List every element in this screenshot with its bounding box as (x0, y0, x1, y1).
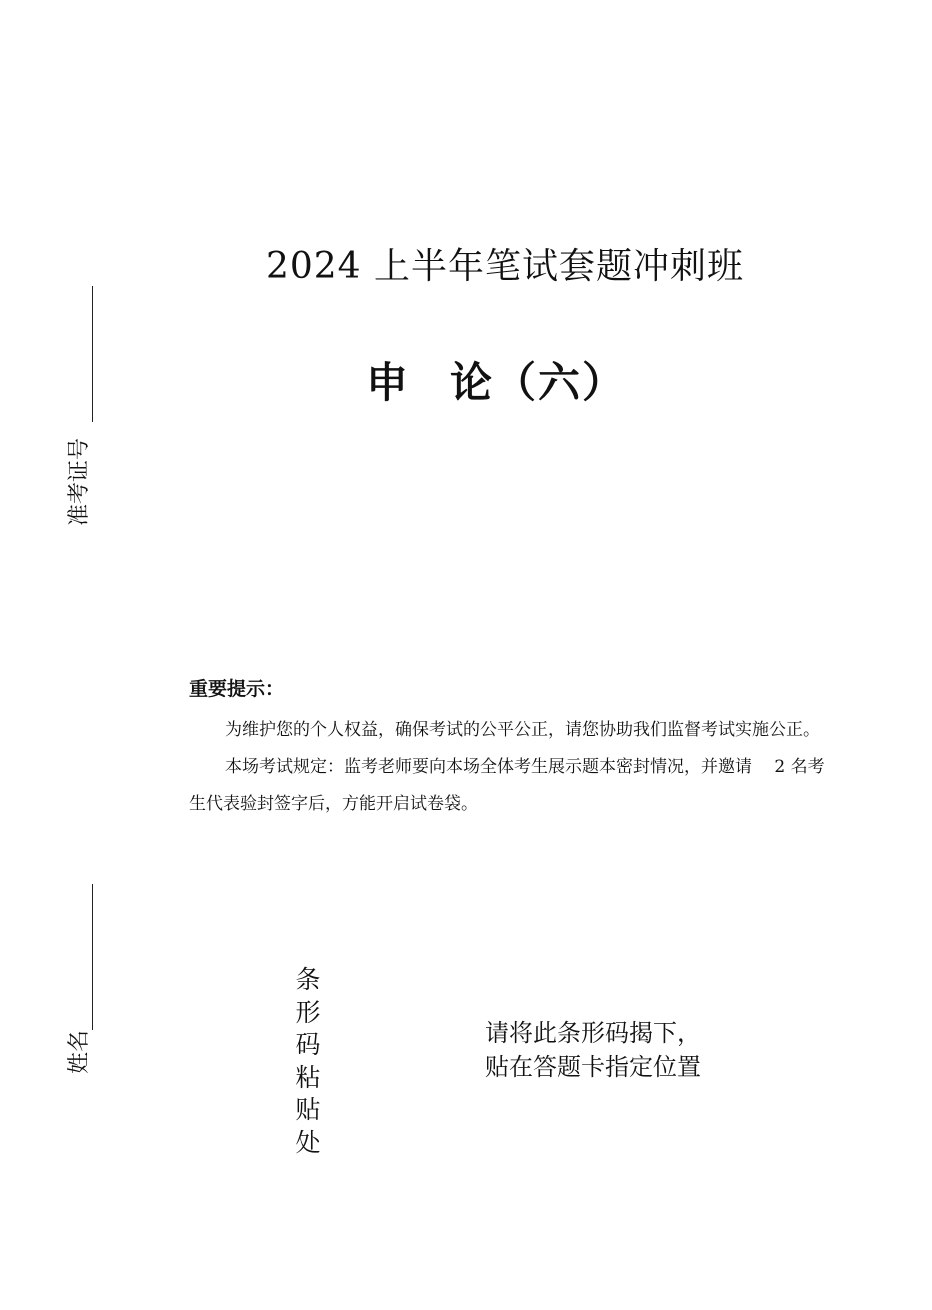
subject-title-part2: 论（六） (450, 358, 627, 407)
barcode-char: 贴 (295, 1095, 321, 1124)
barcode-char: 粘 (295, 1062, 321, 1092)
subject-title-part1: 申 (365, 358, 410, 407)
barcode-char: 形 (295, 997, 321, 1027)
barcode-placeholder (294, 964, 322, 1159)
name-label: 姓名 (67, 1029, 92, 1074)
barcode-char: 码 (295, 1030, 321, 1059)
barcode-hint-line-2: 贴在答题卡指定位置 (485, 1053, 701, 1081)
barcode-char: 处 (295, 1127, 321, 1157)
notice-paragraph-1: 为维护您的个人权益，确保考试的公平公正，请您协助我们监督考试实施公正。 (225, 720, 820, 740)
admission-number-label: 准考证号 (67, 437, 92, 526)
barcode-instructions (485, 1016, 701, 1084)
name-field (66, 884, 94, 1074)
name-line (92, 884, 93, 1030)
barcode-char: 条 (295, 965, 321, 994)
important-notice (189, 676, 829, 823)
exam-title: 2024 上半年笔试套题冲刺班 (265, 246, 745, 287)
subject-title (0, 350, 932, 410)
barcode-hint-line-1: 请将此条形码揭下， (485, 1019, 701, 1047)
notice-paragraph-2: 本场考试规定：监考老师要向本场全体考生展示题本密封情况，并邀请 2 名考生代表验封签字后，方能开启试卷袋。 (189, 757, 825, 814)
notice-heading: 重要提示： (189, 678, 285, 700)
